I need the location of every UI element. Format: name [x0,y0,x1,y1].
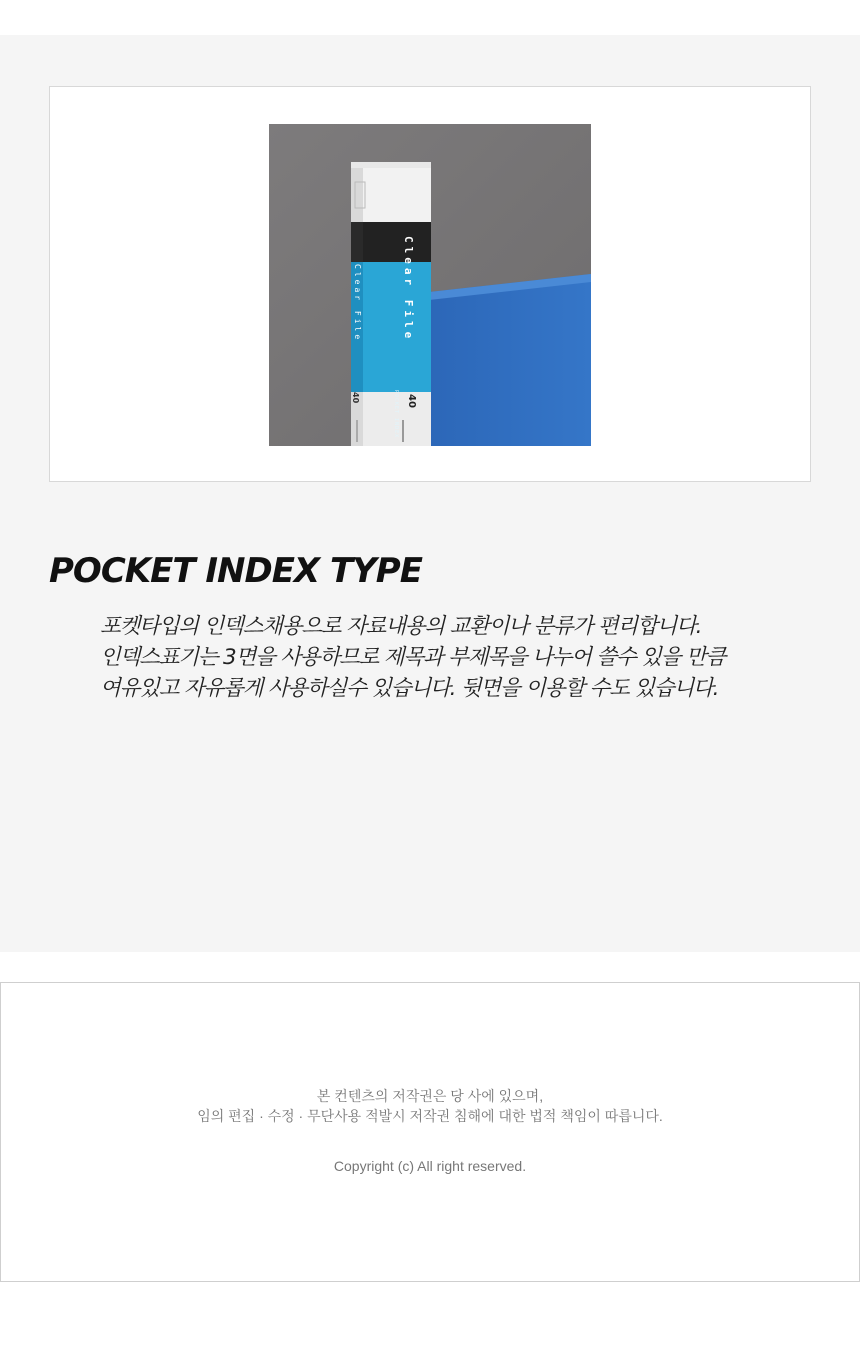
product-heading: POCKET INDEX TYPE [49,551,422,591]
svg-text:POCKET INDEX: POCKET INDEX [393,390,399,439]
product-description [100,611,820,704]
description-line: 여유있고 자유롭게 사용하실수 있습니다. 뒷면을 이용할 수도 있습니다. [100,676,719,701]
product-detail-section [0,35,860,952]
description-line: 포켓타입의 인덱스채용으로 자료내용의 교환이나 분류가 편리합니다. [100,614,702,639]
pocket-index-binder-image [269,124,591,446]
copyright-text: Copyright (c) All right reserved. [333,1158,527,1174]
spine-label-text: Clear File [402,236,415,343]
spine-number-text: 40 [406,394,417,408]
copyright-notice [1,1086,859,1126]
description-line: 인덱스표기는 3면을 사용하므로 제목과 부제목을 나누어 쓸수 있을 만큼 [100,645,726,670]
notice-line: 본 컨텐츠의 저작권은 당 사에 있으며, [316,1088,544,1104]
notice-line: 임의 편집 · 수정 · 무단사용 적발시 저작권 침해에 대한 법적 책임이 따릅니다. [197,1108,663,1124]
svg-text:40: 40 [351,392,360,404]
product-photo-frame [49,86,811,482]
product-photo [269,124,591,446]
copyright-footer [0,982,860,1282]
svg-text:Clear File: Clear File [353,264,362,343]
